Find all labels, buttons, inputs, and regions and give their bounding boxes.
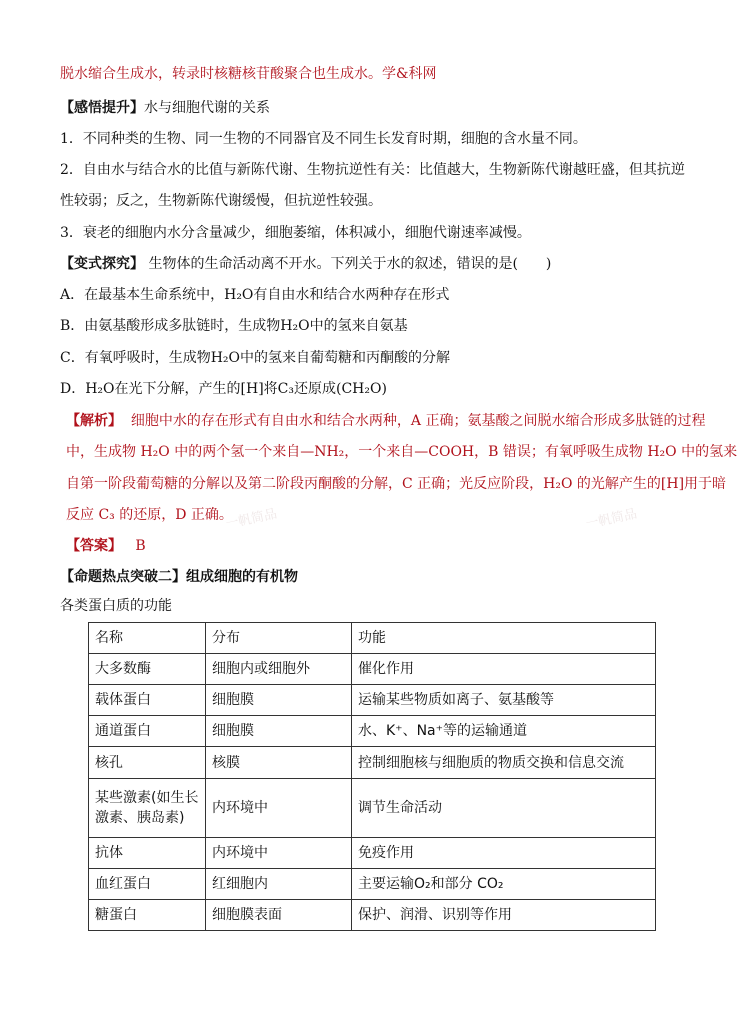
table-cell: 免疫作用 xyxy=(352,838,656,869)
table-row xyxy=(89,654,656,685)
table-cell: 运输某些物质如离子、氨基酸等 xyxy=(352,685,656,716)
table-cell: 内环境中 xyxy=(206,779,352,838)
insight-p1: 1．不同种类的生物、同一生物的不同器官及不同生长发育时期，细胞的含水量不同。 xyxy=(60,131,587,147)
table-cell: 糖蛋白 xyxy=(89,900,206,931)
analysis-line-4: 反应 C₃ 的还原，D 正确。 xyxy=(66,507,233,523)
table-row xyxy=(89,779,656,838)
question-stem-line xyxy=(60,254,551,274)
table-cell: 大多数酶 xyxy=(89,654,206,685)
table-cell: 催化作用 xyxy=(352,654,656,685)
section-heading: 【命题热点突破二】组成细胞的有机物 xyxy=(60,569,298,585)
protein-function-table xyxy=(88,622,656,931)
analysis-tag: 【解析】 xyxy=(66,413,122,429)
question-stem: 生物体的生命活动离不开水。下列关于水的叙述，错误的是( ) xyxy=(148,256,552,272)
insight-p3: 3．衰老的细胞内水分含量减少，细胞萎缩，体积减小，细胞代谢速率减慢。 xyxy=(60,225,531,241)
answer-value: B xyxy=(135,538,146,554)
table-cell: 控制细胞核与细胞质的物质交换和信息交流 xyxy=(352,747,656,779)
question-tag: 【变式探究】 xyxy=(60,256,144,272)
analysis-line-3: 自第一阶段葡萄糖的分解以及第二阶段丙酮酸的分解，C 正确；光反应阶段，H₂O 的光解产生的[H]用于暗 xyxy=(66,476,727,492)
insight-p2a: 2．自由水与结合水的比值与新陈代谢、生物抗逆性有关：比值越大，生物新陈代谢越旺盛，但其抗逆 xyxy=(60,162,685,178)
table-cell: 细胞内或细胞外 xyxy=(206,654,352,685)
table-cell: 红细胞内 xyxy=(206,869,352,900)
table-cell: 细胞膜 xyxy=(206,685,352,716)
insight-heading xyxy=(60,98,270,118)
analysis-l1: 细胞中水的存在形式有自由水和结合水两种，A 正确；氨基酸之间脱水缩合形成多肽链的过程 xyxy=(130,413,706,429)
cell-line: 激素、胰岛素) xyxy=(95,810,185,826)
watermark-right: 一帆简品 xyxy=(584,506,639,533)
table-cell: 血红蛋白 xyxy=(89,869,206,900)
answer-line xyxy=(66,536,146,556)
analysis-line-1 xyxy=(66,411,705,431)
option-a: A．在最基本生命系统中，H₂O有自由水和结合水两种存在形式 xyxy=(60,287,450,303)
option-b: B．由氨基酸形成多肽链时，生成物H₂O中的氢来自氨基 xyxy=(60,318,408,334)
table-header-row xyxy=(89,623,656,654)
insight-tag: 【感悟提升】 xyxy=(60,100,144,116)
analysis-line-2: 中，生成物 H₂O 中的两个氢一个来自—NH₂，一个来自—COOH，B 错误；有氧呼吸生成物 H₂O 中的氢来 xyxy=(66,444,738,460)
table-cell: 水、K⁺、Na⁺等的运输通道 xyxy=(352,716,656,747)
header-function: 功能 xyxy=(352,623,656,654)
table-cell xyxy=(89,779,206,838)
table-row xyxy=(89,838,656,869)
table-cell: 核孔 xyxy=(89,747,206,779)
table-cell: 载体蛋白 xyxy=(89,685,206,716)
table-cell: 调节生命活动 xyxy=(352,779,656,838)
watermark-left: 一帆简品 xyxy=(224,506,279,533)
header-name: 名称 xyxy=(89,623,206,654)
cell-line: 某些激素(如生长 xyxy=(95,790,199,806)
insight-p2b: 性较弱；反之，生物新陈代谢缓慢，但抗逆性较强。 xyxy=(60,193,382,209)
table-cell: 细胞膜 xyxy=(206,716,352,747)
table-cell: 抗体 xyxy=(89,838,206,869)
table-cell: 保护、润滑、识别等作用 xyxy=(352,900,656,931)
table-cell: 细胞膜表面 xyxy=(206,900,352,931)
table-row xyxy=(89,716,656,747)
table-row xyxy=(89,869,656,900)
option-c: C．有氧呼吸时，生成物H₂O中的氢来自葡萄糖和丙酮酸的分解 xyxy=(60,350,451,366)
table-cell: 通道蛋白 xyxy=(89,716,206,747)
table-caption: 各类蛋白质的功能 xyxy=(60,598,172,614)
option-d: D．H₂O在光下分解，产生的[H]将C₃还原成(CH₂O) xyxy=(60,381,387,397)
table-row xyxy=(89,685,656,716)
table-cell: 核膜 xyxy=(206,747,352,779)
header-distribution: 分布 xyxy=(206,623,352,654)
answer-tag: 【答案】 xyxy=(66,538,122,554)
table-cell: 主要运输O₂和部分 CO₂ xyxy=(352,869,656,900)
intro-line: 脱水缩合生成水，转录时核糖核苷酸聚合也生成水。学&科网 xyxy=(60,66,437,82)
table-row xyxy=(89,900,656,931)
table-cell: 内环境中 xyxy=(206,838,352,869)
table-row xyxy=(89,747,656,779)
insight-title: 水与细胞代谢的关系 xyxy=(144,100,270,116)
